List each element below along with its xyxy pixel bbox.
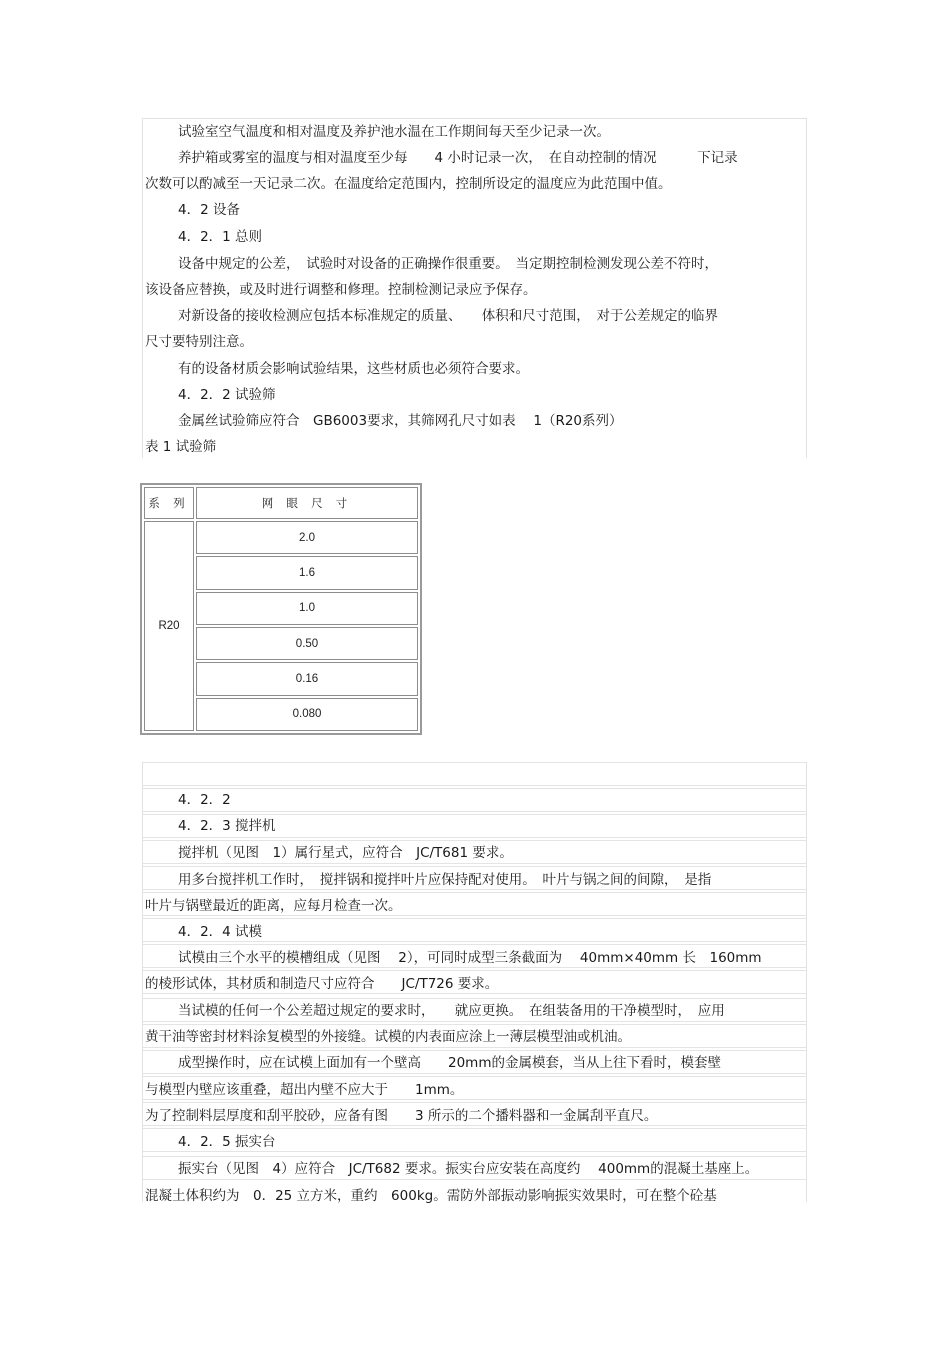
text-line: 有的设备材质会影响试验结果，这些材质也必须符合要求。 [178, 361, 529, 377]
section-heading: 4．2．2 试验筛 [178, 387, 276, 403]
text-line: 用多台搅拌机工作时， 搅拌锅和搅拌叶片应保持配对使用。 叶片与锅之间的间隙， 是指 [178, 872, 712, 888]
text-line: 金属丝试验筛应符合 GB6003要求，其筛网孔尺寸如表 1（R20系列） [178, 413, 623, 429]
section-heading: 4．2．2 [178, 792, 231, 808]
frame-left-line [142, 762, 143, 1202]
frame-right-line [806, 118, 807, 458]
table-cell-size: 0.080 [196, 698, 418, 731]
sieve-table [140, 483, 422, 735]
text-line: 与模型内壁应该重叠，超出内壁不应大于 1mm。 [145, 1082, 464, 1098]
section-heading: 4．2．5 振实台 [178, 1134, 276, 1150]
section-heading: 4．2．1 总则 [178, 229, 263, 245]
table-cell-size: 1.6 [196, 556, 418, 589]
section-heading: 4．2．4 试模 [178, 924, 263, 940]
table-header-series: 系 列 [144, 487, 194, 519]
empty-strip [142, 762, 807, 786]
text-line: 试验室空气温度和相对温度及养护池水温在工作期间每天至少记录一次。 [178, 124, 610, 140]
text-line: 叶片与锅壁最近的距离，应每月检查一次。 [145, 898, 402, 914]
text-line: 当试模的任何一个公差超过规定的要求时， 就应更换。 在组装备用的干净模型时， 应用 [178, 1003, 725, 1019]
text-line: 养护箱或雾室的温度与相对温度至少每 4 小时记录一次， 在自动控制的情况 下记录 [178, 150, 738, 166]
table-cell-series: R20 [144, 521, 194, 731]
text-line: 该设备应替换，或及时进行调整和修理。控制检测记录应予保存。 [145, 282, 537, 298]
text-line: 对新设备的接收检测应包括本标准规定的质量、 体积和尺寸范围， 对于公差规定的临界 [178, 308, 718, 324]
text-line: 为了控制料层厚度和刮平胶砂，应备有图 3 所示的二个播料器和一金属刮平直尺。 [145, 1108, 658, 1124]
text-line: 黄干油等密封材料涂复模型的外接缝。试模的内表面应涂上一薄层模型油或机油。 [145, 1029, 631, 1045]
table-cell-size: 0.16 [196, 662, 418, 695]
text-line: 设备中规定的公差， 试验时对设备的正确操作很重要。 当定期控制检测发现公差不符时， [178, 256, 718, 272]
table-caption: 表 1 试验筛 [145, 439, 217, 455]
frame-left-line [142, 118, 143, 458]
text-line: 成型操作时，应在试模上面加有一个壁高 20mm的金属模套，当从上往下看时，模套壁 [178, 1055, 721, 1071]
text-line: 混凝土体积约为 0．25 立方米，重约 600kg。需防外部振动影响振实效果时，可在整个砼基 [145, 1188, 717, 1204]
text-line: 搅拌机（见图 1）属行星式，应符合 JC/T681 要求。 [178, 845, 513, 861]
frame-top-line [142, 118, 807, 119]
table-header-size: 网 眼 尺 寸 [196, 487, 418, 519]
line-strip [142, 788, 807, 812]
table-cell-size: 1.0 [196, 592, 418, 625]
table-cell-size: 2.0 [196, 521, 418, 554]
frame-right-line [806, 762, 807, 1202]
text-line: 试模由三个水平的模槽组成（见图 2），可同时成型三条截面为 40mm×40mm 长 160mm [178, 950, 762, 966]
section-heading: 4．2．3 搅拌机 [178, 818, 276, 834]
text-line: 尺寸要特别注意。 [145, 334, 253, 350]
text-line: 振实台（见图 4）应符合 JC/T682 要求。振实台应安装在高度约 400mm的混凝土基座上。 [178, 1161, 759, 1177]
table-cell-size: 0.50 [196, 627, 418, 660]
text-line: 的棱形试体，其材质和制造尺寸应符合 JC/T726 要求。 [145, 976, 499, 992]
section-heading: 4．2 设备 [178, 202, 240, 218]
text-line: 次数可以酌减至一天记录二次。在温度给定范围内，控制所设定的温度应为此范围中值。 [145, 176, 672, 192]
